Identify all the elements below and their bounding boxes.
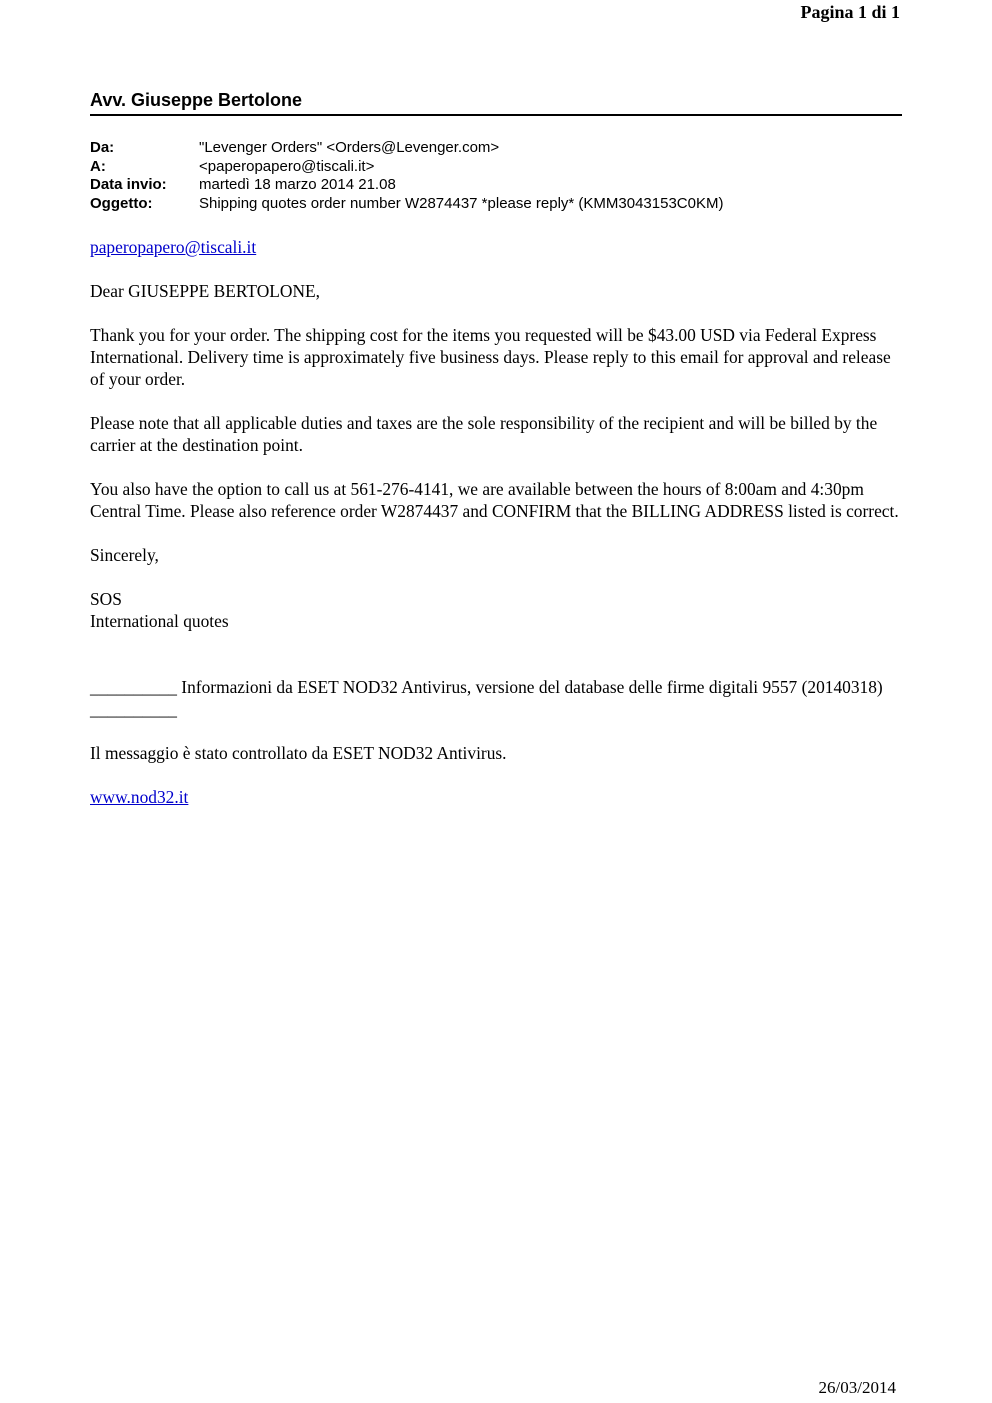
to-label: A: (90, 157, 106, 175)
closing: Sincerely, (90, 545, 159, 565)
subject-label: Oggetto: (90, 194, 153, 212)
website-link-paragraph (90, 786, 902, 808)
email-link[interactable]: paperopapero@tiscali.it (90, 237, 257, 257)
paragraph-call-option: You also have the option to call us at 561-276-4141, we are available between the hours of 8:00am and 4:30pm Central Time. Please also reference order W2874437 and CONFIRM that the BILLING ADDRESS listed is correct. (90, 479, 899, 521)
spacer (90, 654, 902, 676)
to-value: <paperopapero@tiscali.it> (199, 157, 375, 175)
email-link-paragraph (90, 236, 902, 258)
paragraph-shipping-cost: Thank you for your order. The shipping cost for the items you requested will be $43.00 USD via Federal Express International. Delivery time is approximately five business days. Please reply to this email for approval and release of your order. (90, 325, 891, 389)
signature-line-1: SOS (90, 589, 122, 609)
antivirus-check: Il messaggio è stato controllato da ESET NOD32 Antivirus. (90, 743, 507, 763)
email-body (90, 236, 902, 830)
page-number-header: Pagina 1 di 1 (800, 2, 900, 22)
to-row (90, 158, 723, 177)
greeting: Dear GIUSEPPE BERTOLONE, (90, 281, 321, 301)
subject-row (90, 195, 723, 214)
sender-name-heading: Avv. Giuseppe Bertolone (90, 90, 902, 116)
footer-date: 26/03/2014 (818, 1378, 896, 1397)
subject-value: Shipping quotes order number W2874437 *please reply* (KMM3043153C0KM) (199, 194, 724, 212)
signature (90, 588, 902, 632)
from-value: "Levenger Orders" <Orders@Levenger.com> (199, 139, 500, 156)
date-row (90, 176, 723, 195)
signature-line-2: International quotes (90, 611, 229, 631)
paragraph-duties: Please note that all applicable duties and taxes are the sole responsibility of the recipient and will be billed by the carrier at the destination point. (90, 413, 878, 455)
antivirus-info: __________ Informazioni da ESET NOD32 Antivirus, versione del database delle firme digitali 9557 (20140318) __________ (90, 677, 883, 719)
from-row (90, 139, 723, 158)
email-metadata (90, 139, 723, 213)
from-label: Da: (90, 139, 115, 156)
date-value: martedì 18 marzo 2014 21.08 (199, 176, 396, 194)
website-link[interactable]: www.nod32.it (90, 787, 189, 807)
date-label: Data invio: (90, 176, 167, 194)
